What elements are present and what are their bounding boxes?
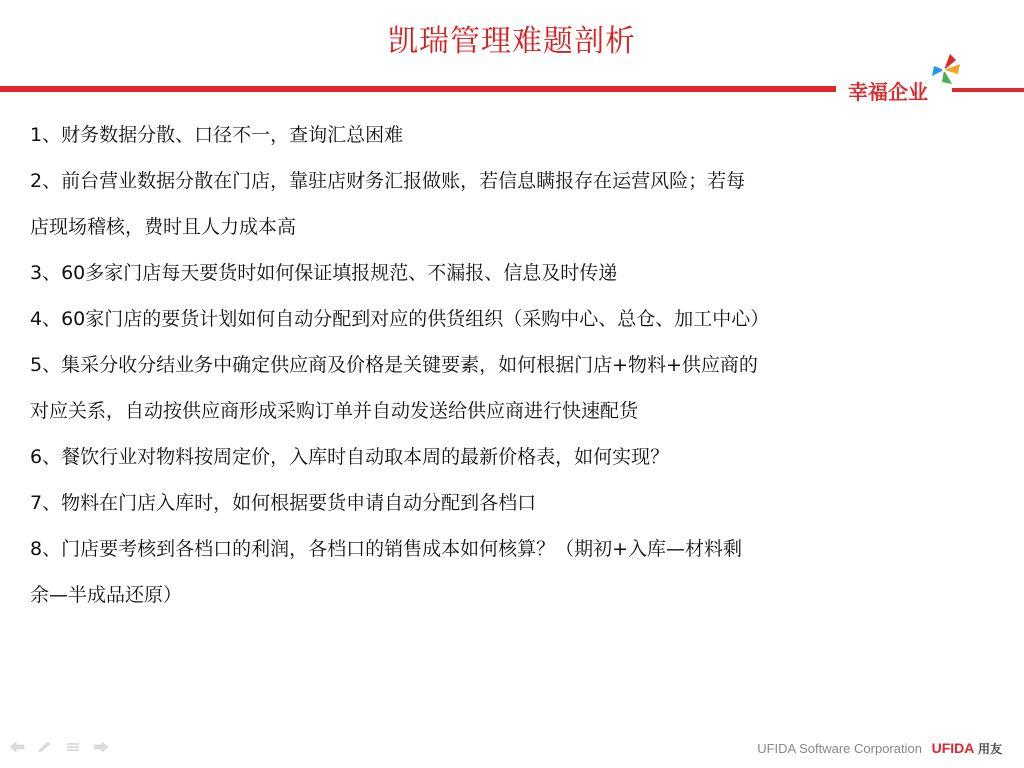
slide-title: 凯瑞管理难题剖析 [388, 24, 636, 59]
list-item: 3、60多家门店每天要货时如何保证填报规范、不漏报、信息及时传递 [30, 262, 618, 284]
list-item: 4、60家门店的要货计划如何自动分配到对应的供货组织（采购中心、总仓、加工中心） [30, 308, 770, 330]
issue-list [30, 112, 1000, 618]
list-item-continuation: 店现场稽核，费时且人力成本高 [30, 216, 297, 238]
list-item: 6、餐饮行业对物料按周定价，入库时自动取本周的最新价格表，如何实现？ [30, 446, 670, 468]
footer-brand-cn: 用友 [977, 742, 1002, 756]
list-item: 8、门店要考核到各档口的利润，各档口的销售成本如何核算？（期初+入库—材料剩 [30, 538, 743, 560]
list-item: 7、物料在门店入库时，如何根据要货申请自动分配到各档口 [30, 492, 537, 514]
footer-brand: UFIDA [931, 740, 975, 756]
list-item-continuation: 对应关系，自动按供应商形成采购订单并自动发送给供应商进行快速配货 [30, 400, 639, 422]
arrow-left-icon[interactable] [8, 740, 26, 754]
pen-icon[interactable] [36, 740, 54, 754]
footer-company: UFIDA Software Corporation [757, 741, 922, 756]
logo-text: 幸福企业 [848, 80, 928, 104]
header-divider [0, 86, 836, 92]
list-item: 5、集采分收分结业务中确定供应商及价格是关键要素，如何根据门店+物料+供应商的 [30, 354, 758, 376]
footer [757, 740, 1002, 757]
arrow-right-icon[interactable] [92, 740, 110, 754]
list-item: 1、财务数据分散、口径不一，查询汇总困难 [30, 124, 404, 146]
pinwheel-logo-icon [924, 50, 964, 90]
list-item: 2、前台营业数据分散在门店，靠驻店财务汇报做账，若信息瞒报存在运营风险；若每 [30, 170, 746, 192]
menu-icon[interactable] [64, 740, 82, 754]
slide-nav-controls [8, 740, 128, 756]
list-item-continuation: 余—半成品还原） [30, 584, 183, 606]
